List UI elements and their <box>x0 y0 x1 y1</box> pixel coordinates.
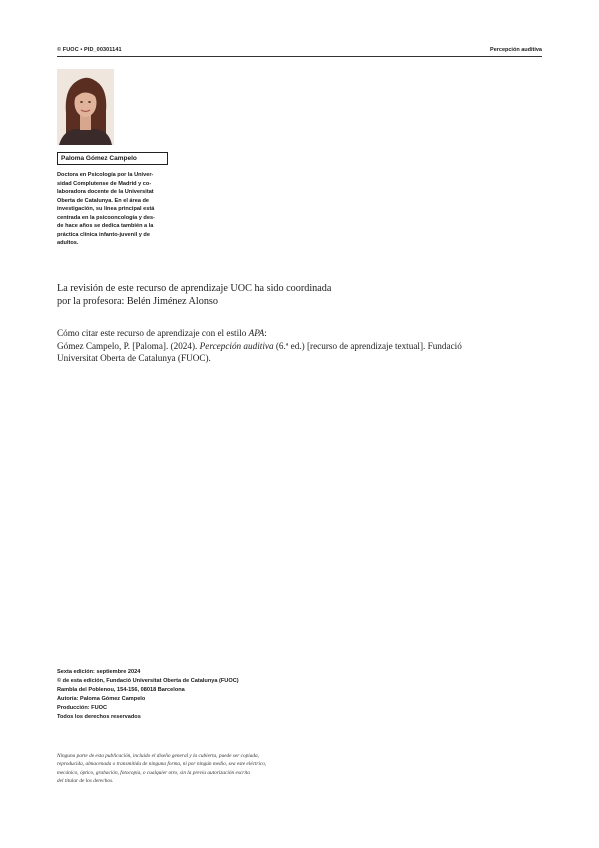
imprint-line: Autoría: Paloma Gómez Campelo <box>57 695 146 702</box>
imprint-line: Producción: FUOC <box>57 704 108 711</box>
citation-intro-text: Cómo citar este recurso de aprendizaje con el estilo <box>57 328 249 338</box>
bio-line: adultos. <box>57 240 79 246</box>
legal-line: mecánico, óptico, grabación, fotocopia, o cualquier otro, sin la previa autorización escrita <box>57 769 250 776</box>
imprint-block <box>57 668 239 721</box>
imprint-line: Rambla del Poblenou, 154-156, 08018 Barcelona <box>57 686 185 693</box>
citation-intro-colon: : <box>264 328 267 338</box>
bio-line: sidad Complutense de Madrid y co- <box>57 180 152 187</box>
bio-line: práctica clínica infanto-juvenil y de <box>57 231 150 238</box>
legal-line: del titular de los derechos. <box>57 777 114 784</box>
bio-line: centrada en la psicooncología y des- <box>57 214 155 221</box>
imprint-line: Todos los derechos reservados <box>57 713 141 720</box>
citation-block <box>57 327 462 365</box>
citation-author-year: Gómez Campelo, P. [Paloma]. (2024). <box>57 340 200 351</box>
review-note <box>57 282 331 308</box>
header-document-id: © FUOC • PID_00301141 <box>57 47 122 53</box>
citation-publisher: Universitat Oberta de Catalunya (FUOC). <box>57 353 211 364</box>
bio-line: Oberta de Catalunya. En el área de <box>57 197 150 204</box>
bio-line: laboradora docente de la Universitat <box>57 189 154 195</box>
review-line: La revisión de este recurso de aprendizaje UOC ha sido coordinada <box>57 283 332 294</box>
bio-line: investigación, su línea principal está <box>57 206 155 212</box>
citation-reference <box>57 340 462 353</box>
citation-intro <box>57 327 462 340</box>
citation-style: APA <box>248 328 265 338</box>
legal-line: Ninguna parte de esta publicación, incluido el diseño general y la cubierta, puede ser copiada, <box>57 753 259 759</box>
header-course-title: Percepción auditiva <box>490 47 542 53</box>
citation-title: Percepción auditiva <box>199 340 274 351</box>
citation-details: (6.ª ed.) [recurso de aprendizaje textual]. Fundació <box>273 340 462 351</box>
legal-line: reproducida, almacenada o transmitida de ninguna forma, ni por ningún medio, sea este eléctrico, <box>57 761 267 768</box>
author-photo <box>57 69 114 145</box>
header-divider <box>57 56 542 57</box>
bio-line: Doctora en Psicología por la Univer- <box>57 172 154 178</box>
imprint-line: © de esta edición, Fundació Universitat Oberta de Catalunya (FUOC) <box>57 677 239 684</box>
author-name: Paloma Gómez Campelo <box>57 152 168 165</box>
author-bio <box>57 171 177 248</box>
imprint-line: Sexta edición: septiembre 2024 <box>57 669 141 675</box>
copyright-notice <box>57 752 266 785</box>
bio-line: de hace años se dedica también a la <box>57 223 154 229</box>
review-line: por la profesora: Belén Jiménez Alonso <box>57 296 218 307</box>
